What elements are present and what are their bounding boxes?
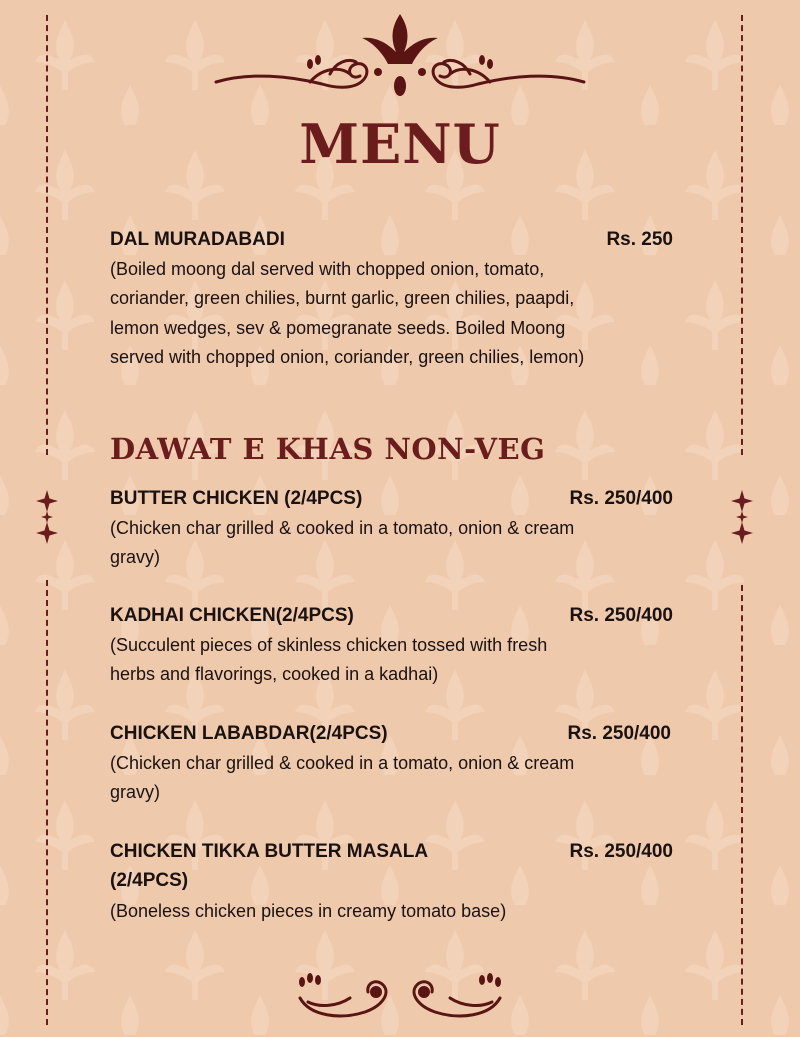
top-ornament	[210, 12, 590, 104]
item-name: DAL MURADABADI	[110, 229, 285, 250]
item-description: (Boiled moong dal served with chopped onion, tomato, coriander, green chilies, burnt garlic, green chilies, paapdi, lemon wedges, sev & pomegranate seeds. Boiled Moong served with chopped onion, coriander, green chilies, lemon)	[110, 259, 585, 367]
menu-item-dal-muradabadi	[110, 225, 675, 405]
right-star-icon	[729, 490, 755, 545]
item-name: KADHAI CHICKEN(2/4PCS)	[110, 605, 354, 626]
bottom-ornament	[290, 968, 510, 1028]
item-description: (Chicken char grilled & cooked in a tomato, onion & cream gravy)	[110, 518, 575, 568]
item-description: (Succulent pieces of skinless chicken tossed with fresh herbs and flavorings, cooked in a kadhai)	[110, 635, 548, 685]
left-border-top	[46, 15, 48, 455]
right-border-top	[741, 15, 743, 455]
menu-item-chicken-lababdar	[110, 719, 675, 809]
item-price: Rs. 250	[606, 229, 673, 250]
item-price: Rs. 250/400	[569, 605, 673, 626]
item-description: (Boneless chicken pieces in creamy tomato base)	[110, 901, 507, 921]
item-price: Rs. 250/400	[567, 723, 671, 744]
menu-item-butter-chicken	[110, 484, 675, 574]
left-border-bottom	[46, 580, 48, 1025]
item-name: CHICKEN LABABDAR(2/4PCS)	[110, 723, 388, 744]
menu-item-kadhai-chicken	[110, 601, 675, 691]
item-name: BUTTER CHICKEN (2/4PCS)	[110, 488, 363, 509]
fleur-de-lis-icon	[362, 14, 438, 96]
item-name: CHICKEN TIKKA BUTTER MASALA (2/4PCS)	[110, 841, 428, 891]
menu-item-chicken-tikka-butter-masala	[110, 837, 675, 927]
item-price: Rs. 250/400	[569, 488, 673, 509]
item-description: (Chicken char grilled & cooked in a tomato, onion & cream gravy)	[110, 753, 575, 803]
section-heading-non-veg: DAWAT E KHAS NON-VEG	[110, 432, 546, 466]
item-price: Rs. 250/400	[569, 841, 673, 862]
right-border-bottom	[741, 585, 743, 1025]
menu-title: MENU	[299, 112, 501, 176]
swirl-flourish-icon	[300, 982, 500, 1016]
left-star-icon	[34, 490, 60, 545]
